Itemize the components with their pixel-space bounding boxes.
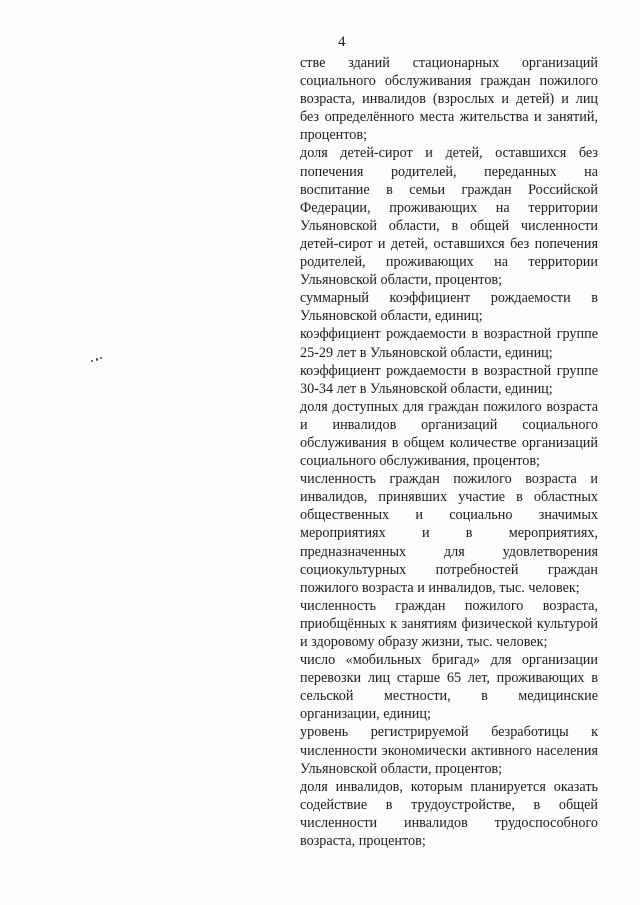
paragraph: доля доступных для граждан пожилого возраста и инвалидов организаций социального обслуживания в общем количестве организаций социального обслуживания, процентов; <box>300 398 598 470</box>
page-number: 4 <box>338 34 346 50</box>
paragraph: численность граждан пожилого возраста, приобщённых к занятиям физической культурой и здоровому образу жизни, тыс. человек; <box>300 597 598 650</box>
paragraph: доля инвалидов, которым планируется оказать содействие в трудоустройстве, в общей численности инвалидов трудоспособного возраста, процентов; <box>300 778 598 850</box>
paragraph: коэффициент рождаемости в возрастной группе 30-34 лет в Ульяновской области, единиц; <box>300 362 598 397</box>
paragraph: число «мобильных бригад» для организации перевозки лиц старше 65 лет, проживающих в сельской местности, в медицинские организации, единиц; <box>300 652 598 723</box>
paragraph: коэффициент рождаемости в возрастной группе 25-29 лет в Ульяновской области, единиц; <box>300 326 598 361</box>
paragraph: уровень регистрируемой безработицы к численности экономически активного населения Ульяновской области, процентов; <box>300 724 598 777</box>
scan-artifact <box>91 357 105 365</box>
paragraph: стве зданий стационарных организаций социального обслуживания граждан пожилого возраста, инвалидов (взрослых и детей) и лиц без определённого места жительства и занятий, процентов; <box>300 55 598 144</box>
paragraph: доля детей-сирот и детей, оставшихся без попечения родителей, переданных на воспитание в семьи граждан Российской Федерации, проживающих на территории Ульяновской области, в общей численности детей-сирот и детей, оставшихся без попечения родителей, проживающих на территории Ульяновской области, процентов; <box>300 145 598 289</box>
body-text <box>300 54 598 850</box>
paragraph: суммарный коэффициент рождаемости в Ульяновской области, единиц; <box>300 290 598 325</box>
paragraph: численность граждан пожилого возраста и инвалидов, принявших участие в областных общественных и социально значимых мероприятиях и в мероприятиях, предназначенных для удовлетворения социокультурных потребностей граждан пожилого возраста и инвалидов, тыс. человек; <box>300 471 598 596</box>
